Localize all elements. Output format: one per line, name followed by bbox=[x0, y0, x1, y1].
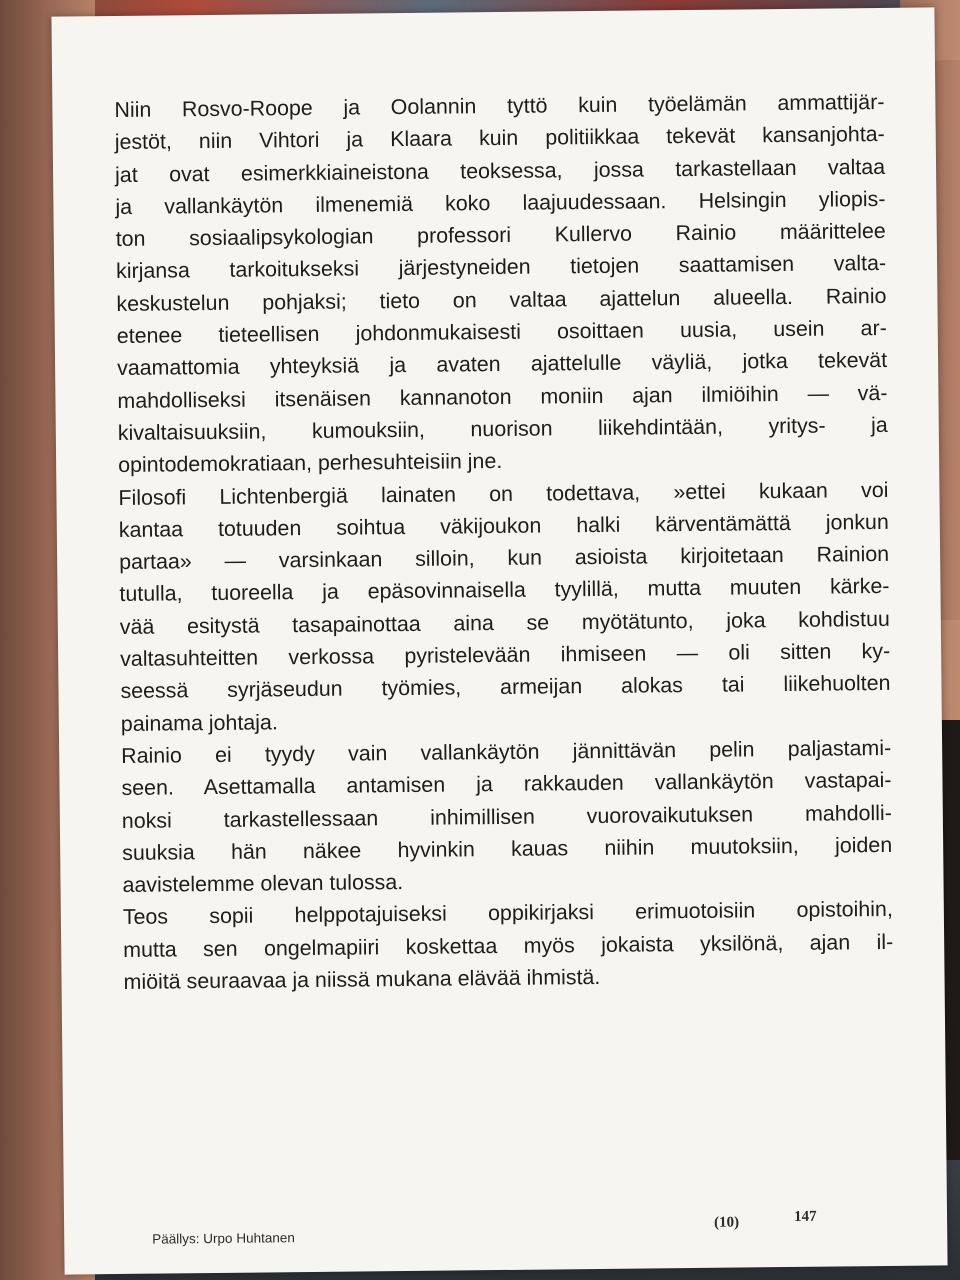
blurb-text bbox=[114, 86, 893, 998]
text-line: Rainio ei tyydy vain vallankäytön jännittävän pelin paljastami- bbox=[121, 735, 892, 768]
text-line: seessä syrjäseudun työmies, armeijan alokas tai liikehuolten bbox=[120, 671, 891, 704]
text-line: kivaltaisuuksiin, kumouksiin, nuorison liikehdintään, yritys- ja bbox=[117, 412, 888, 445]
text-line: ja vallankäytön ilmenemiä koko laajuudessaan. Helsingin yliopis- bbox=[115, 186, 886, 219]
text-line: miöitä seuraavaa ja niissä mukana elävää ihmistä. bbox=[123, 964, 601, 994]
text-line: suuksia hän näkee hyvinkin kauas niihin muutoksiin, joiden bbox=[122, 832, 893, 865]
text-line: mahdolliseksi itsenäisen kannanoton moniin ajan ilmiöihin — vä- bbox=[117, 380, 888, 413]
text-line: vää esitystä tasapainottaa aina se myötätunto, joka kohdistuu bbox=[119, 606, 890, 639]
text-line: tutulla, tuoreella ja epäsovinnaisella tyylillä, mutta muuten kärke- bbox=[119, 574, 890, 607]
text-line: opintodemokratiaan, perhesuhteisiin jne. bbox=[118, 449, 503, 478]
text-line: painama johtaja. bbox=[120, 709, 278, 736]
text-line: jestöt, niin Vihtori ja Klaara kuin politiikkaa tekevät kansanjohta- bbox=[114, 122, 885, 155]
series-number: 147 bbox=[793, 1208, 817, 1225]
text-line: ton sosiaalipsykologian professori Kullervo Rainio määrittelee bbox=[115, 219, 886, 252]
text-line: Niin Rosvo-Roope ja Oolannin tyttö kuin työelämän ammattijär- bbox=[114, 89, 885, 123]
text-line: aavistelemme olevan tulossa. bbox=[122, 870, 404, 898]
text-line: kantaa totuuden soihtua väkijoukon halki kärventämättä jonkun bbox=[118, 509, 889, 542]
text-line: valtasuhteitten verkossa pyristelevään ihmiseen — oli sitten ky- bbox=[120, 638, 891, 672]
text-line: jat ovat esimerkkiaineistona teoksessa, jossa tarkastellaan valtaa bbox=[114, 154, 886, 187]
text-line: partaa» — varsinkaan silloin, kun asioista kirjoitetaan Rainion bbox=[119, 542, 890, 575]
text-line: Filosofi Lichtenbergiä lainaten on todettava, »ettei kukaan voi bbox=[118, 477, 889, 510]
text-line: seen. Asettamalla antamisen ja rakkauden vallankäytön vastapai- bbox=[121, 768, 892, 801]
text-line: noksi tarkastellessaan inhimillisen vuorovaikutuksen mahdolli- bbox=[121, 800, 892, 833]
text-line: Teos sopii helppotajuiseksi oppikirjaksi erimuotoisiin opistoihin, bbox=[122, 897, 893, 930]
cover-credit: Päällys: Urpo Huhtanen bbox=[152, 1230, 295, 1247]
text-line: vaamattomia yhteyksiä ja avaten ajattelulle väyliä, jotka tekevät bbox=[116, 348, 888, 381]
book-back-cover bbox=[51, 7, 947, 1274]
text-line: kirjansa tarkoitukseksi järjestyneiden tietojen saattamisen valta- bbox=[115, 251, 887, 284]
text-line: etenee tieteellisen johdonmukaisesti osoittaen uusia, usein ar- bbox=[116, 316, 887, 349]
price-code: (10) bbox=[714, 1214, 740, 1231]
text-line: mutta sen ongelmapiiri koskettaa myös jokaista yksilönä, ajan il- bbox=[123, 929, 894, 962]
text-line: keskustelun pohjaksi; tieto on valtaa ajattelun alueella. Rainio bbox=[116, 283, 887, 316]
